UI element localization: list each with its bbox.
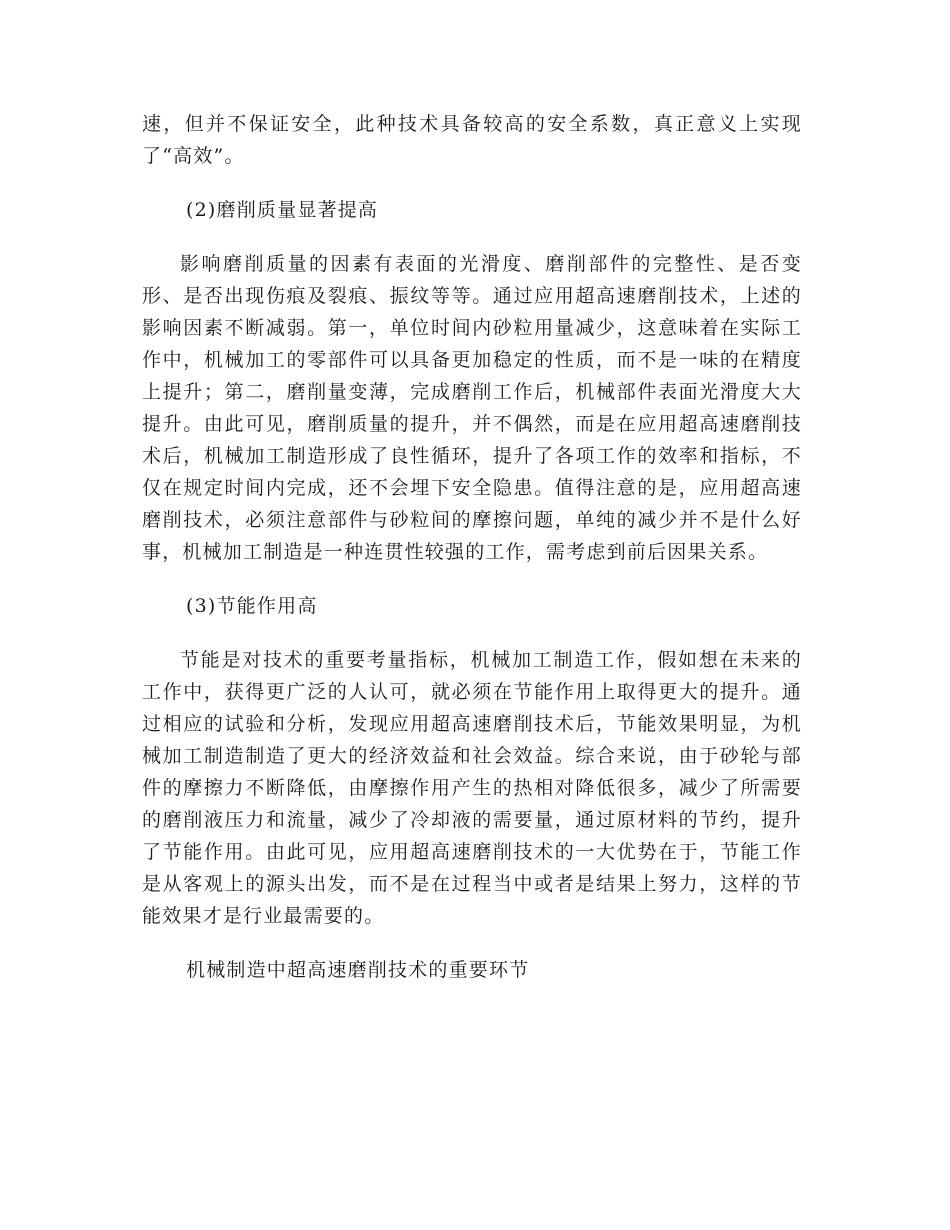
heading-energy-saving: (3)节能作用高 [186,595,318,617]
spacer [142,226,802,248]
paragraph-energy-saving: 节能是对技术的重要考量指标，机械加工制造工作，假如想在未来的工作中，获得更广泛的人认可，就必须在节能作用上取得更大的提升。通过相应的试验和分析，发现应用超高速磨削技术后，节能效果明显，为机械加工制造制造了更大的经济效益和社会效益。综合来说，由于砂轮与部件的摩擦力不断降低，由摩擦作用产生的热相对降低很多，减少了所需要的磨削液压力和流量，减少了冷却液的需要量，通过原材料的节约，提升了节能作用。由此可见，应用超高速磨削技术的一大优势在于，节能工作是从客观上的源头出发，而不是在过程当中或者是结果上努力，这样的节能效果才是行业最需要的。 [142,649,802,927]
heading-grinding-quality: (2)磨削质量显著提高 [186,199,379,221]
spacer [142,622,802,644]
paragraph-continuation: 速，但并不保证安全，此种技术具备较高的安全系数，真正意义上实现了“高效”。 [142,113,802,167]
spacer [142,568,802,590]
paragraph-grinding-quality: 影响磨削质量的因素有表面的光滑度、磨削部件的完整性、是否变形、是否出现伤痕及裂痕、振纹等等。通过应用超高速磨削技术，上述的影响因素不断减弱。第一，单位时间内砂粒用量减少，这意味着在实际工作中，机械加工的零部件可以具备更加稳定的性质，而不是一味的在精度上提升；第二，磨削量变薄，完成磨削工作后，机械部件表面光滑度大大提升。由此可见，磨削质量的提升，并不偶然，而是在应用超高速磨削技术后，机械加工制造形成了良性循环，提升了各项工作的效率和指标，不仅在规定时间内完成，还不会埋下安全隐患。值得注意的是，应用超高速磨削技术，必须注意部件与砂粒间的摩擦问题，单纯的减少并不是什么好事，机械加工制造是一种连贯性较强的工作，需考虑到前后因果关系。 [142,253,802,563]
document-body [142,108,802,986]
spacer [142,172,802,194]
section-title-key-links: 机械制造中超高速磨削技术的重要环节 [186,959,530,981]
spacer [142,932,802,954]
